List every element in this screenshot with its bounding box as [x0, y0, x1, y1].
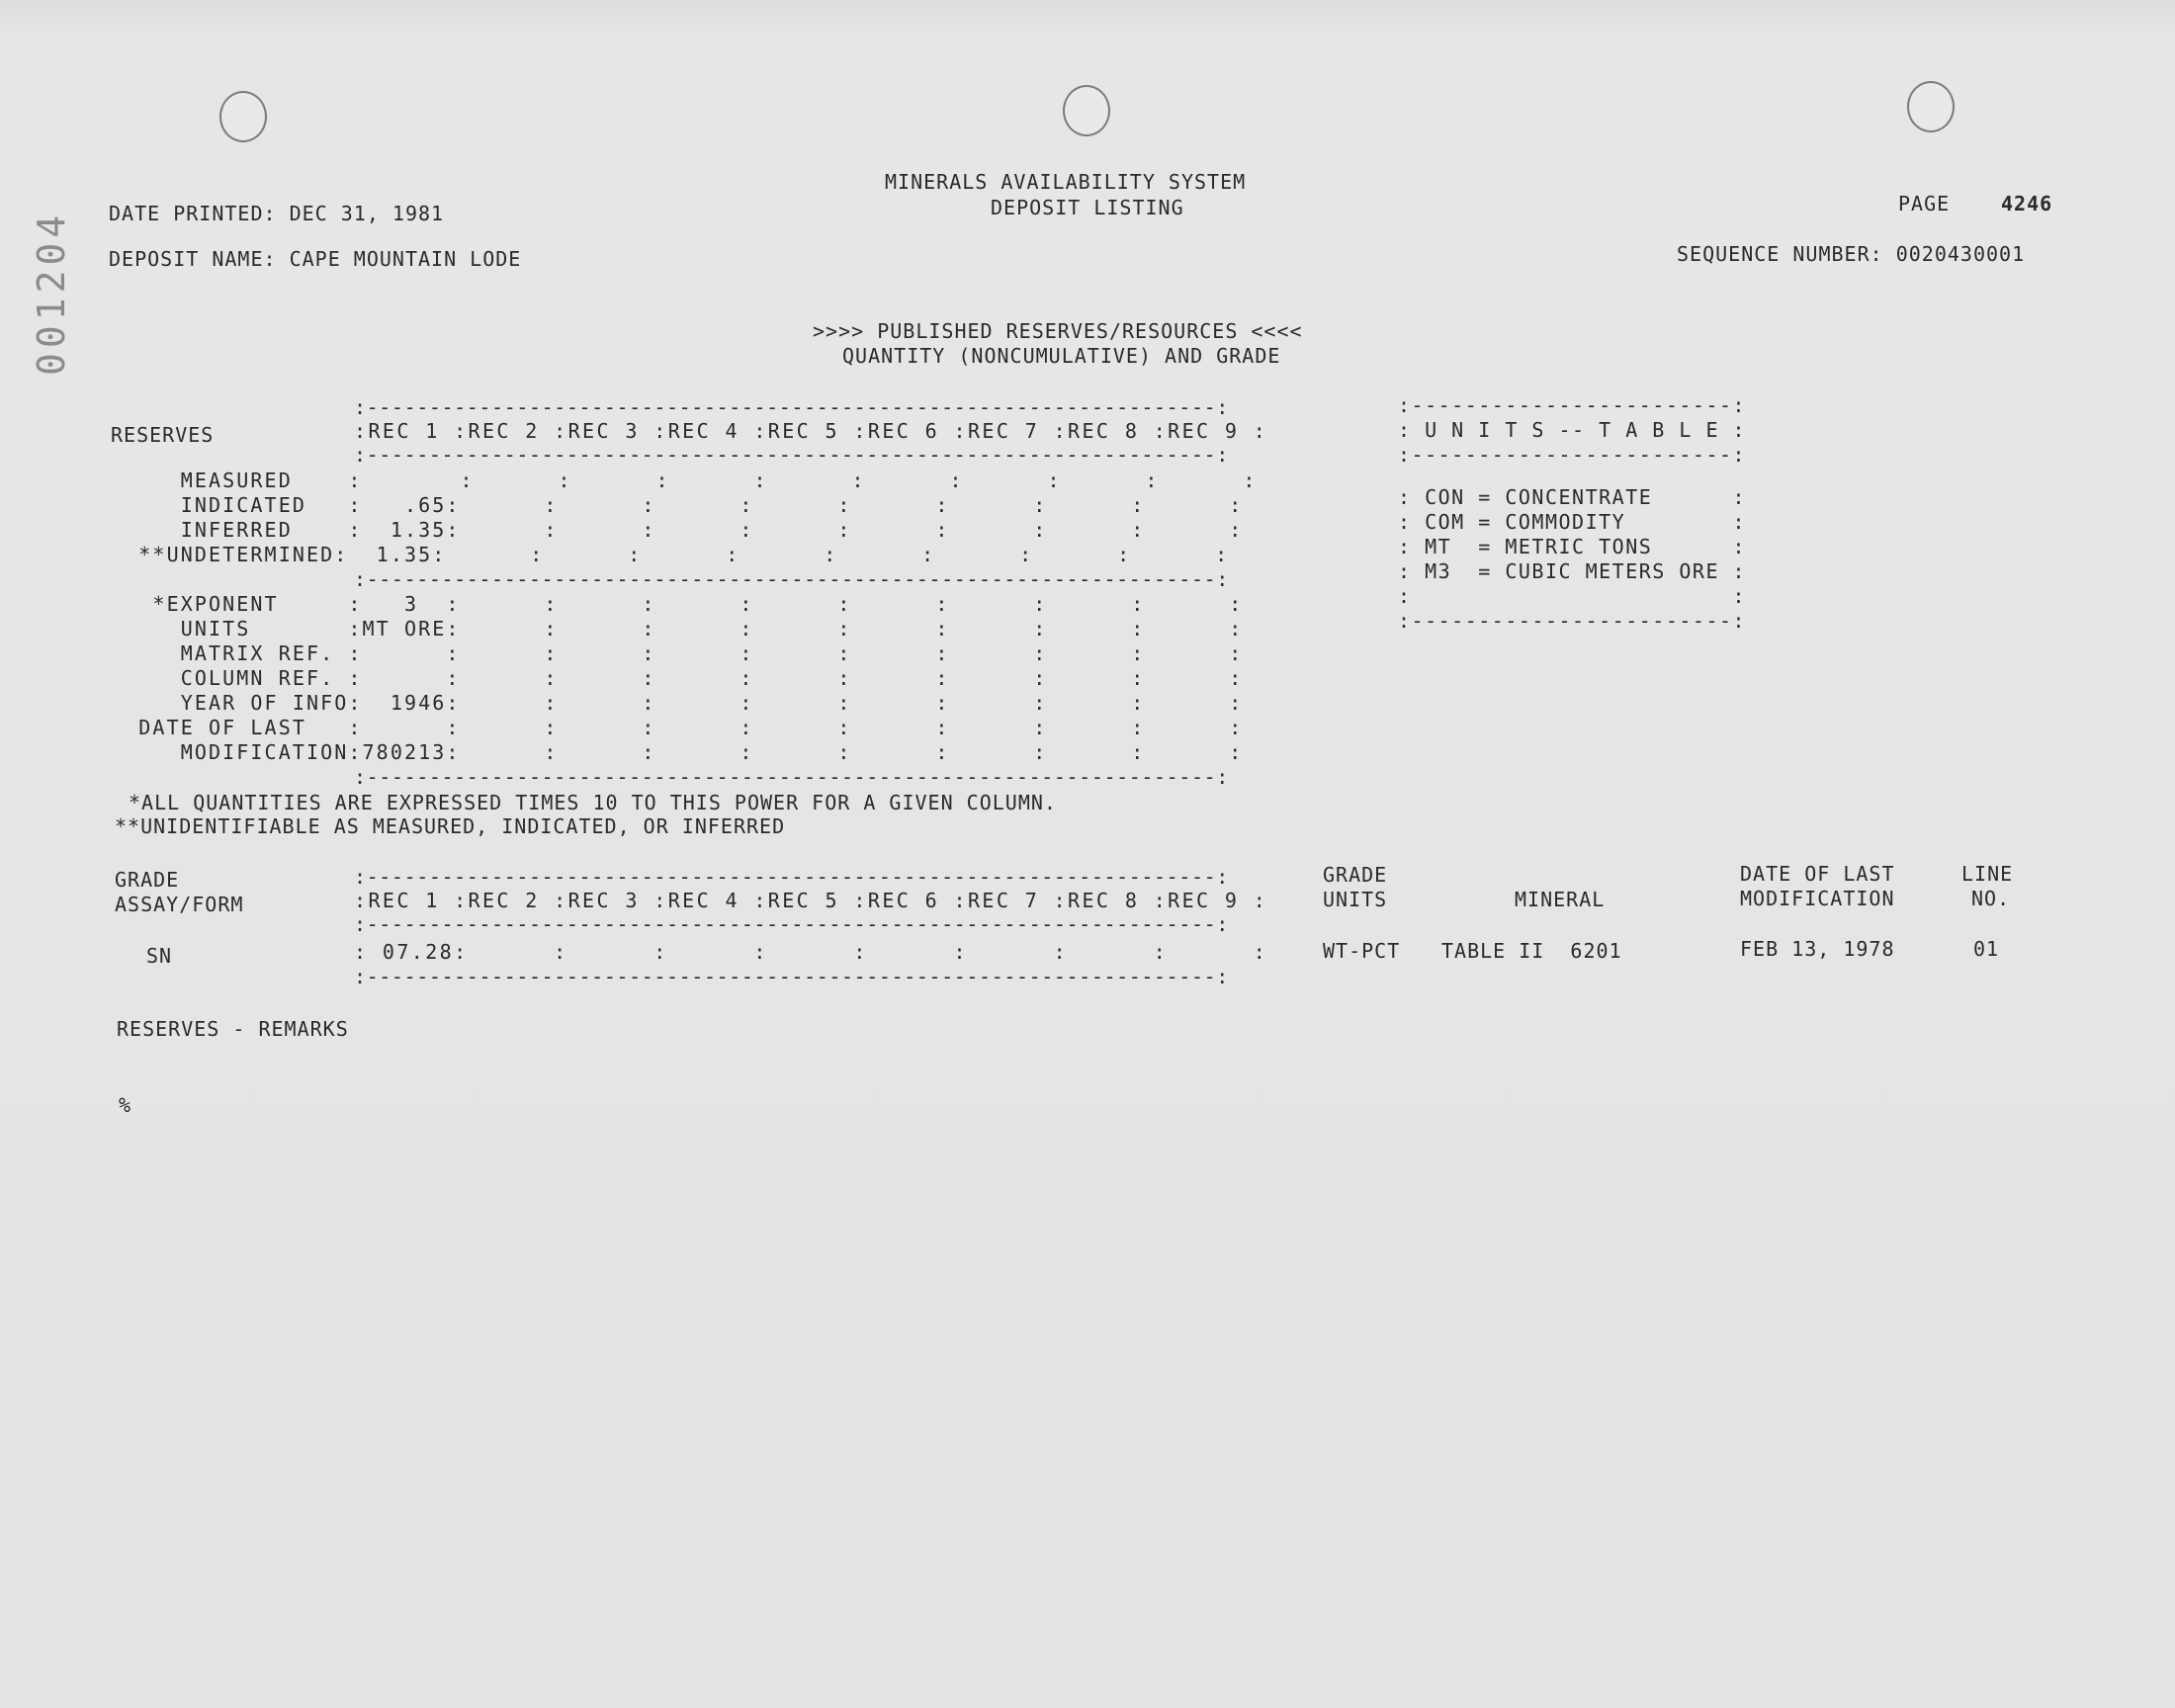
- punch-hole-right: [1907, 81, 1955, 132]
- units-row: : M3 = CUBIC METERS ORE :: [1398, 559, 1747, 583]
- grade-row-units: WT-PCT: [1323, 939, 1401, 963]
- deposit-name: DEPOSIT NAME: CAPE MOUNTAIN LODE: [109, 247, 522, 271]
- section-title: >>>> PUBLISHED RESERVES/RESOURCES <<<<: [813, 319, 1303, 343]
- reserves-row: **UNDETERMINED: 1.35: : : : : : : : :: [111, 543, 1230, 566]
- grade-header-border: :--------------------------------------------------------------------:: [354, 912, 1229, 936]
- reserves-label: RESERVES: [111, 423, 215, 447]
- reserves-body: [111, 469, 1258, 765]
- units-border: :------------------------:: [1398, 443, 1747, 467]
- system-title: MINERALS AVAILABILITY SYSTEM: [885, 170, 1247, 194]
- units-row: : MT = METRIC TONS :: [1398, 535, 1747, 558]
- section-subtitle: QUANTITY (NONCUMULATIVE) AND GRADE: [842, 344, 1281, 368]
- sequence-number: SEQUENCE NUMBER: 0020430001: [1677, 242, 2026, 266]
- units-border: :------------------------:: [1398, 609, 1747, 633]
- punch-hole-center: [1063, 85, 1110, 136]
- page-label: PAGE: [1898, 192, 1951, 215]
- grade-row-line-no: 01: [1973, 937, 2000, 961]
- punch-hole-left: [219, 91, 267, 142]
- grade-header-row: :REC 1 :REC 2 :REC 3 :REC 4 :REC 5 :REC 6 :REC 7 :REC 8 :REC 9 :: [354, 889, 1268, 912]
- reserves-bottom-border: :--------------------------------------------------------------------:: [354, 765, 1229, 789]
- col-date-1: DATE OF LAST: [1740, 862, 1895, 886]
- col-mineral: MINERAL: [1515, 888, 1606, 911]
- units-row: : :: [1398, 584, 1747, 608]
- reserves-row: MEASURED : : : : : : : : : :: [111, 469, 1258, 492]
- remarks-title: RESERVES - REMARKS: [117, 1017, 349, 1041]
- side-stamp-number: 001204: [30, 210, 73, 376]
- footnote-undetermined: **UNIDENTIFIABLE AS MEASURED, INDICATED, OR INFERRED: [115, 814, 786, 838]
- units-border: :------------------------:: [1398, 393, 1747, 417]
- grade-label: GRADE: [115, 868, 180, 892]
- reserves-top-border: :--------------------------------------------------------------------:: [354, 395, 1229, 419]
- assay-form-label: ASSAY/FORM: [115, 893, 244, 916]
- footnote-exponent: *ALL QUANTITIES ARE EXPRESSED TIMES 10 TO THIS POWER FOR A GIVEN COLUMN.: [129, 791, 1057, 814]
- units-title: : U N I T S -- T A B L E :: [1398, 418, 1747, 442]
- col-date-2: MODIFICATION: [1740, 887, 1895, 910]
- reserves-mid-border: :--------------------------------------------------------------------:: [354, 567, 1229, 591]
- units-row: : COM = COMMODITY :: [1398, 510, 1747, 534]
- reserves-row: DATE OF LAST : : : : : : : : : :: [111, 716, 1244, 739]
- reserves-row: MODIFICATION:780213: : : : : : : : :: [111, 740, 1244, 764]
- col-grade-units-1: GRADE: [1323, 863, 1388, 887]
- remarks-text: %: [119, 1093, 132, 1117]
- grade-bottom-border: :--------------------------------------------------------------------:: [354, 965, 1229, 988]
- units-table: [1398, 393, 1746, 634]
- reserves-row: COLUMN REF. : : : : : : : : : :: [111, 666, 1244, 690]
- grade-row-mineral: TABLE II 6201: [1441, 939, 1622, 963]
- page-number: 4246: [2001, 192, 2053, 215]
- grade-row-element: SN: [146, 944, 173, 968]
- col-line-2: NO.: [1971, 887, 2011, 910]
- listing-title: DEPOSIT LISTING: [991, 196, 1184, 219]
- grade-row-date: FEB 13, 1978: [1740, 937, 1895, 961]
- reserves-row: YEAR OF INFO: 1946: : : : : : : : :: [111, 691, 1244, 715]
- date-printed: DATE PRINTED: DEC 31, 1981: [109, 202, 445, 225]
- reserves-row: UNITS :MT ORE: : : : : : : : :: [111, 617, 1244, 640]
- reserves-row: MATRIX REF. : : : : : : : : : :: [111, 641, 1244, 665]
- grade-row-values: : 07.28: : : : : : : : :: [354, 940, 1268, 964]
- reserves-header-border: :--------------------------------------------------------------------:: [354, 443, 1229, 467]
- reserves-row: *EXPONENT : 3 : : : : : : : : :: [111, 592, 1244, 616]
- grade-top-border: :--------------------------------------------------------------------:: [354, 865, 1229, 889]
- reserves-row: INDICATED : .65: : : : : : : : :: [111, 493, 1244, 517]
- units-row: : CON = CONCENTRATE :: [1398, 485, 1747, 509]
- col-grade-units-2: UNITS: [1323, 888, 1388, 911]
- reserves-row: INFERRED : 1.35: : : : : : : : :: [111, 518, 1244, 542]
- reserves-header-row: :REC 1 :REC 2 :REC 3 :REC 4 :REC 5 :REC 6 :REC 7 :REC 8 :REC 9 :: [354, 419, 1268, 443]
- col-line-1: LINE: [1961, 862, 2014, 886]
